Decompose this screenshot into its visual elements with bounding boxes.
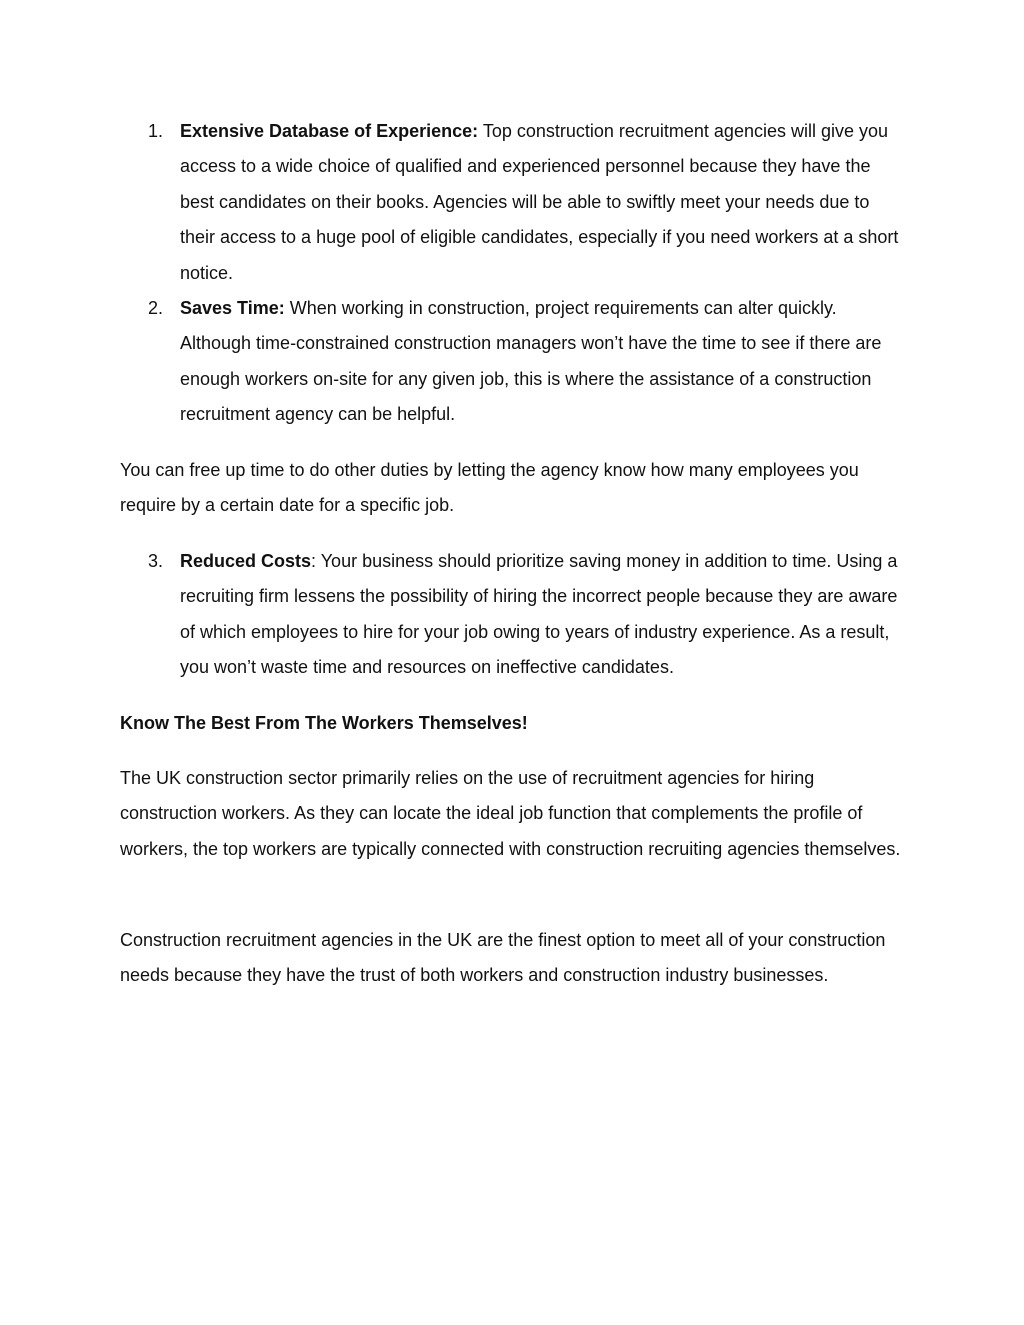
paragraph-conclusion: Construction recruitment agencies in the UK are the finest option to meet all of your construction needs because they have the trust of both workers and construction industry businesses. bbox=[120, 930, 886, 986]
list-item-body bbox=[180, 114, 905, 291]
list-item-title: Extensive Database of Experience: bbox=[180, 121, 479, 141]
paragraph-free-time: You can free up time to do other duties by letting the agency know how many employees you require by a certain date for a specific job. bbox=[120, 460, 859, 516]
list-item-saves-time bbox=[120, 291, 905, 433]
list-item-title: Saves Time: bbox=[180, 298, 285, 318]
list-item-text: : Your business should prioritize saving money in addition to time. Using a recruiting firm lessens the possibility of hiring the incorrect people because they are aware of which employees to hire for your job owing to years of industry experience. As a result, you won’t waste time and resources on ineffective candidates. bbox=[180, 551, 898, 678]
list-item-text: When working in construction, project requirements can alter quickly. Although time-constrained construction managers won’t have the time to see if there are enough workers on-site for any given job, this is where the assistance of a construction recruitment agency can be helpful. bbox=[180, 298, 882, 425]
section-heading: Know The Best From The Workers Themselves! bbox=[120, 713, 528, 733]
list-item-title: Reduced Costs bbox=[180, 551, 312, 571]
list-item-body bbox=[180, 544, 905, 686]
list-number: 2. bbox=[148, 298, 164, 318]
paragraph-uk-sector: The UK construction sector primarily relies on the use of recruitment agencies for hiring construction workers. As they can locate the ideal job function that complements the profile of workers, the top workers are typically connected with construction recruiting agencies themselves. bbox=[120, 768, 901, 859]
list-item-text: Top construction recruitment agencies will give you access to a wide choice of qualified and experienced personnel because they have the best candidates on their books. Agencies will be able to swiftly meet your needs due to their access to a huge pool of eligible candidates, especially if you need workers at a short notice. bbox=[180, 121, 899, 283]
list-item-body bbox=[180, 291, 905, 433]
list-number: 3. bbox=[148, 551, 164, 571]
list-item-reduced-costs bbox=[120, 544, 905, 686]
list-number: 1. bbox=[148, 121, 164, 141]
list-item-extensive-database bbox=[120, 114, 905, 291]
